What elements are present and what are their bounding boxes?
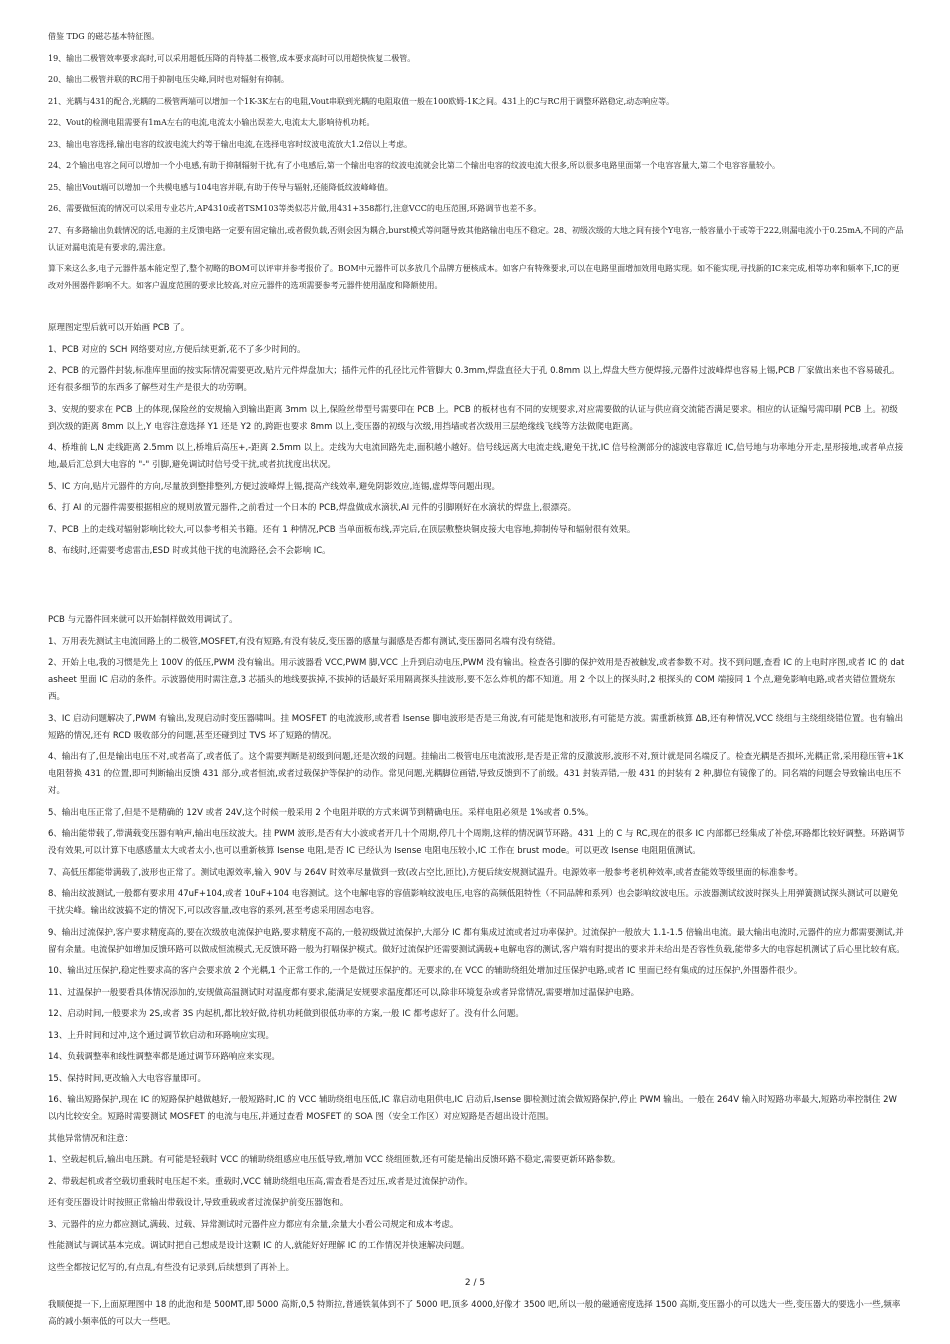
paragraph: 8、布线时,还需要考虑雷击,ESD 时或其他干扰的电流路径,会不会影响 IC。 (48, 546, 331, 556)
paragraph: 12、启动时间,一般要求为 2S,或者 3S 内起机,都比较好做,待机功耗做到很低功率的方案,一般 IC 都考虑好了。没有什么问题。 (48, 1009, 524, 1019)
paragraph: 20、输出二极管并联的RC用于抑制电压尖峰,同时也对辐射有抑制。 (48, 75, 289, 84)
paragraph: 8、输出纹波测试,一般都有要求用 47uF+104,或者 10uF+104 电容测试。这个电解电容的容值影响纹波电压,电容的高频低阻特性（不同品牌和系列）也会影响纹波电压。示波器测试纹波时探头上用弹簧测试探头测试可以避免干扰尖峰。输出纹波搞不定的情况下,可以改容量,改电容的系列,甚至考虑采用固态电容。 (48, 889, 899, 916)
paragraph: 10、输出过压保护,稳定性要求高的客户会要求放 2 个光耦,1 个正常工作的,一个是做过压保护的。无要求的,在 VCC 的辅助绕组处增加过压保护电路,或者 IC 里面已经有集成的过压保护,外围器件很少。 (48, 966, 803, 976)
paragraph: 性能测试与调试基本完成。调试时把自己想成是设计这颗 IC 的人,就能好好理解 IC 的工作情况并快速解决问题。 (48, 1241, 470, 1251)
paragraph: PCB 与元器件回来就可以开始制样做效用调试了。 (48, 615, 238, 625)
paragraph: 算下来这么多,电子元器件基本能定型了,整个初略的BOM可以评审并参考报价了。BOM中元器件可以多放几个品牌方便核成本。如客户有特殊要求,可以在电路里面增加效用电路实现。如不能实现,寻找新的IC来完成,相等功率和频率下,IC的更改对外围器件影响不大。如客户温度范围的要求比较高,对应元器件的选项需要参考元器件使用温度和降额使用。 (48, 264, 900, 290)
paragraph: 25、输出Vout端可以增加一个共模电感与104电容并联,有助于传导与辐射,还能降低纹波峰峰值。 (48, 182, 393, 192)
paragraph: 15、保持时间,更改输入大电容容量即可。 (48, 1073, 207, 1084)
paragraph: 7、高低压都能带满载了,波形也正常了。测试电源效率,输入 90V 与 264V 时效率尽量做到一致(改占空比,匝比),方便后续安规测试温升。电源效率一般参考老机种效率,或者查能效等级里面的标准参考。 (48, 867, 804, 878)
paragraph: 27、有多路输出负载情况的话,电源的主反馈电路一定要有固定输出,或者假负载,否则会因为耦合,burst模式等问题导致其他路输出电压不稳定。28、初级次级的大地之间有接个Y电容,一般容量小于或等于222,则漏电流小于0.25mA,不同的产品认证对漏电流是有要求的,需注意。 (48, 225, 904, 252)
paragraph: 1、空载起机后,输出电压跳。有可能是轻载时 VCC 的辅助绕组感应电压低导致,增加 VCC 绕组匝数,还有可能是输出反馈环路不稳定,需要更新环路参数。 (48, 1155, 621, 1165)
paragraph: 2、PCB 的元器件封装,标准库里面的按实际情况需要更改,贴片元件焊盘加大；插件元件的孔径比元件管脚大 0.3mm,焊盘直径大于孔 0.8mm 以上,焊盘大些方便焊接,元器件过波峰焊也容易上锡,PCB 厂家做出来也不容易破孔。还有很多细节的东西多了解些对生产是很大的功劳啊。 (48, 366, 900, 393)
paragraph: 6、打 AI 的元器件需要根据相应的规则放置元器件,之前看过一个日本的 PCB,焊盘做成水滴状,AI 元件的引脚刚好在水滴状的焊盘上,很漂亮。 (48, 503, 577, 513)
paragraph: 我顺便提一下,上面原理图中 18 的此泡和是 500MT,即 5000 高斯,0,5 特斯拉,普通铁氧体到不了 5000 吧,顶多 4000,好像才 3500 吧,所以一般的磁通密度选择 1500 高斯,变压器小的可以选大一些,变压器大的要选小一些,频率高的减小频率低的可以大一些吧。 (48, 1299, 901, 1327)
paragraph: 23、输出电容选择,输出电容的纹波电流大约等于输出电流,在选择电容时纹波电流放大1.2倍以上考虑。 (48, 139, 412, 149)
paragraph: 其他异常情况和注意： (48, 1133, 134, 1144)
paragraph: 还有变压器设计时按照正常输出带载设计,导致重载或者过流保护前变压器饱和。 (48, 1198, 349, 1208)
paragraph: 14、负载调整率和线性调整率都是通过调节环路响应来实现。 (48, 1052, 280, 1062)
paragraph: 3、IC 启动问题解决了,PWM 有输出,发现启动时变压器啸叫。挂 MOSFET 的电流波形,或者看 Isense 脚电波形是否是三角波,有可能是饱和波形,有可能是方波。需重新核算 ΔB,还有种情况,VCC 绕组与主绕组绕错位置。也有输出短路的情况,还有 RCD 吸收部分的问题,甚至还碰到过 TVS 坏了短路的情况。 (48, 713, 904, 741)
paragraph: 22、Vout的检测电阻需要有1mA左右的电流,电流太小输出误差大,电流太大,影响待机功耗。 (48, 118, 375, 127)
paragraph: 借鉴 TDG 的磁芯基本特征图。 (48, 32, 160, 41)
paragraph: 16、输出短路保护,现在 IC 的短路保护越做越好,一般短路时,IC 的 VCC 辅助绕组电压低,IC 靠启动电阻供电,IC 启动后,Isense 脚检测过流会做短路保护,停止 PWM 输出。一般在 264V 输入时短路功率最大,短路功率控制住 2W 以内比较安全。短路时需要测试 MOSFET 的电流与电压,并通过查看 MOSFET 的 SOA 图（安全工作区）对应短路是否超出设计范围。 (48, 1095, 897, 1122)
paragraph: 2、开始上电,我的习惯是先上 100V 的低压,PWM 没有输出。用示波器看 VCC,PWM 脚,VCC 上升到启动电压,PWM 没有输出。检查各引脚的保护效用是否被触发,或者参数不对。找不到问题,查看 IC 的上电时序图,或者 IC 的 datasheet 里面 IC 启动的条件。示波器使用时需注意,3 芯插头的地线要拔掉,不拔掉的话最好采用隔离探头挂波形,要不怎么炸机的都不知道。用 2 个以上的探头时,2 根探头的 COM 端接同 1 个点,避免影响电路,或者夹错位置烧东西。 (48, 658, 905, 702)
paragraph: 6、输出能带载了,带满载变压器有响声,输出电压纹波大。挂 PWM 波形,是否有大小波或者开几十个周期,停几十个周期,这样的情况调节环路。431 上的 C 与 RC,现在的很多 IC 内部都已经集成了补偿,环路都比较好调整。环路调节没有效果,可以计算下电感感量太大或者太小,也可以重新核算 Isense 电阻,是否 IC 已经认为 Isense 电阻电压较小,IC 工作在 brust mode。可以更改 Isense 电阻阻值测试。 (48, 829, 905, 856)
paragraph: 24、2个输出电容之间可以增加一个小电感,有助于抑制辐射干扰,有了小电感后,第一个输出电容的纹波电流就会比第二个输出电容的纹波电流大很多,所以很多电路里面第一个电容容量大,第二个电容容量较小。 (48, 161, 780, 170)
paragraph: 这些全都按记忆写的,有点乱,有些没有记录到,后续想到了再补上。 (48, 1262, 295, 1273)
paragraph: 21、光耦与431的配合,光耦的二极管两端可以增加一个1K-3K左右的电阻,Vout串联到光耦的电阻取值一般在100欧姆-1K之间。431上的C与RC用于调整环路稳定,动态响应等。 (48, 96, 675, 106)
paragraph: 3、安规的要求在 PCB 上的体现,保险丝的安规输入到输出距离 3mm 以上,保险丝带型号需要印在 PCB 上。PCB 的板材也有不同的安规要求,对应需要做的认证与供应商交流能否满足要求。相应的认证编号需印刷 PCB 上。初级到次级的距离 8mm 以上,Y 电容注意选择 Y1 还是 Y2 的,跨距也要求 8mm 以上,变压器的初级与次级,用挡墙或者次级用三层绝缘线飞线等方法做爬电距离。 (48, 404, 898, 432)
paragraph: 1、PCB 对应的 SCH 网络要对应,方便后续更新,花不了多少时间的。 (48, 344, 306, 355)
section-design-notes (48, 28, 906, 294)
paragraph: 2、带载起机或者空载切重载时电压起不来。重载时,VCC 辅助绕组电压高,需查看是否过压,或者是过流保护动作。 (48, 1176, 473, 1187)
paragraph: 11、过温保护一般要看具体情况添加的,安规做高温测试时对温度都有要求,能满足安规要求温度都还可以,除非环境复杂或者异常情况,需要增加过温保护电路。 (48, 987, 640, 998)
paragraph: 4、输出有了,但是输出电压不对,或者高了,或者低了。这个需要判断是初级到问题,还是次级的问题。挂输出二极管电压电流波形,是否是正常的反激波形,波形不对,预计就是同名端反了。检查光耦是否损坏,光耦正常,采用稳压管+1K 电阻替换 431 的位置,即可判断输出反馈 431 部分,或者恒流,或者过载保护等保护的动作。常见问题,光耦脚位画错,导致反馈到不了前级。431 封装弄错,一般 431 的封装有 2 种,脚位有镜像了的。同名端的问题会导致输出电压不对。 (48, 752, 904, 796)
paragraph: 1、万用表先测试主电流回路上的二极管,MOSFET,有没有短路,有没有装反,变压器的感量与漏感是否都有测试,变压器同名端有没有绕错。 (48, 636, 561, 647)
paragraph: 5、IC 方向,贴片元器件的方向,尽量放到整排整列,方便过波峰焊上锡,提高产线效率,避免阴影效应,连锡,虚焊等问题出现。 (48, 481, 500, 492)
paragraph: 5、输出电压正常了,但是不是精确的 12V 或者 24V,这个时候一般采用 2 个电阻并联的方式来调节到精确电压。采样电阻必须是 1%或者 0.5%。 (48, 807, 594, 818)
paragraph: 13、上升时间和过冲,这个通过调节软启动和环路响应实现。 (48, 1030, 275, 1041)
paragraph: 19、输出二极管效率要求高时,可以采用超低压降的肖特基二极管,成本要求高时可以用超快恢复二极管。 (48, 53, 416, 63)
paragraph: 26、需要做恒流的情况可以采用专业芯片,AP4310或者TSM103等类似芯片做,用431+358都行,注意VCC的电压范围,环路调节也差不多。 (48, 204, 542, 213)
paragraph: 原理图定型后就可以开始画 PCB 了。 (48, 323, 190, 333)
paragraph: 9、输出过流保护,客户要求精度高的,要在次级放电流保护电路,要求精度不高的,一般初级做过流保护,大部分 IC 都有集成过流或者过功率保护。过流保护一般放大 1.1-1.5 倍输出电流。最大输出电流时,元器件的应力都需要测试,并留有余量。电流保护如增加反馈环路可以做成恒流模式,无反馈环路一般为打嗝保护模式。做好过流保护还需要测试满载+电解电容的测试,客户端有时提出的要求并未给出是否容性负载,能带多大的电容起机测试了后心里比较有底。 (48, 927, 905, 955)
paragraph: 4、桥堆前 L,N 走线距离 2.5mm 以上,桥堆后高压+,-距离 2.5mm 以上。走线为大电流回路先走,面积越小越好。信号线远离大电流走线,避免干扰,IC 信号检测部分的滤波电容靠近 IC,信号地与功率地分开走,星形接地,或者单点接地,最后汇总到大电容的 "-" 引脚,避免调试时信号受干扰,或者抗扰度出状况。 (48, 443, 904, 470)
paragraph: 7、PCB 上的走线对辐射影响比较大,可以参考相关书籍。还有 1 种情况,PCB 当单面板布线,弄完后,在顶层敷整块铜皮接大电容地,抑制传导和辐射很有效果。 (48, 524, 636, 535)
page-number: 2 / 5 (464, 1278, 486, 1288)
paragraph: 3、元器件的应力都应测试,满载、过载、异常测试时元器件应力都应有余量,余量大小看公司规定和成本考虑。 (48, 1219, 459, 1230)
section-pcb-layout (48, 320, 906, 560)
section-flux-density-note (48, 1297, 906, 1331)
section-debugging (48, 612, 906, 1277)
